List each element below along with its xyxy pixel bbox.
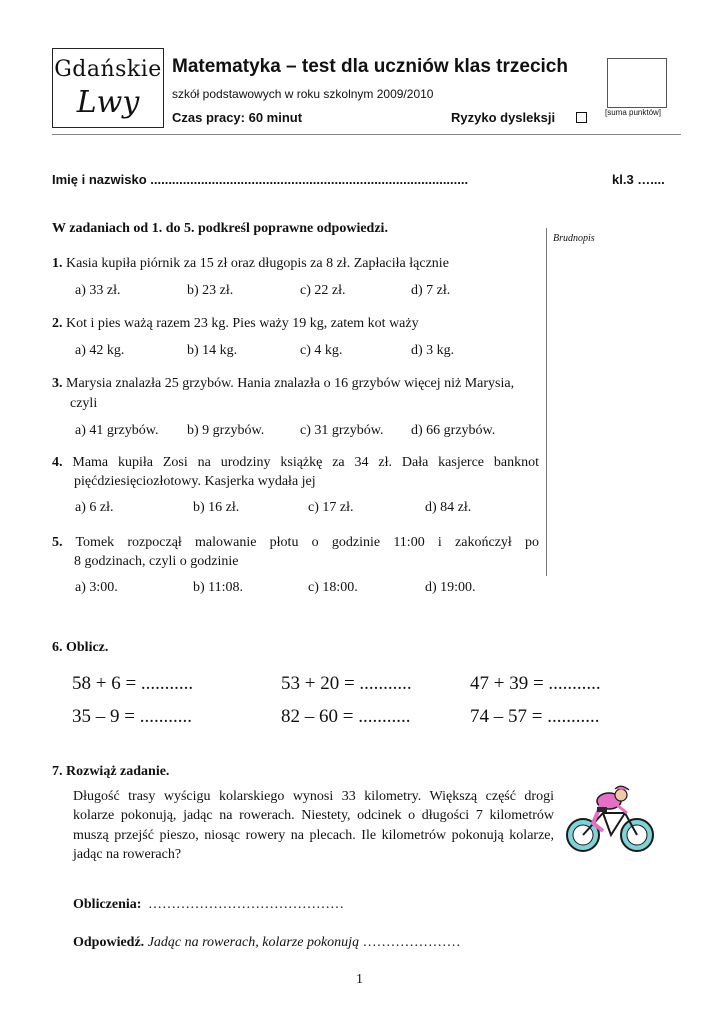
calc-6[interactable]: 74 – 57 = ........... xyxy=(470,706,600,727)
task-4-option-a[interactable]: a) 6 zł. xyxy=(75,500,114,515)
calculations-label: Obliczenia: xyxy=(73,897,142,912)
task-text: Marysia znalazła 25 grzybów. Hania znalazła o 16 grzybów więcej niż Marysia, xyxy=(66,376,515,391)
logo-text-top: Gdańskie xyxy=(54,57,162,82)
task-text: Tomek rozpoczął malowanie płotu o godzinie 11:00 i zakończył po xyxy=(75,535,540,550)
task-number: 3. xyxy=(52,376,63,391)
calc-5[interactable]: 82 – 60 = ........... xyxy=(281,706,411,727)
task-4-option-d[interactable]: d) 84 zł. xyxy=(425,500,472,515)
page-subtitle: szkół podstawowych w roku szkolnym 2009/2010 xyxy=(172,87,434,101)
cyclist-illustration xyxy=(563,783,659,859)
task-5-text-cont: 8 godzinach, czyli o godzinie xyxy=(74,554,239,569)
task-number: 5. xyxy=(52,535,63,550)
task-1-option-a[interactable]: a) 33 zł. xyxy=(75,283,121,298)
task-text: Kot i pies ważą razem 23 kg. Pies waży 19 kg, zatem kot waży xyxy=(66,316,419,331)
section1-instruction: W zadaniach od 1. do 5. podkreśl poprawne odpowiedzi. xyxy=(52,221,388,236)
draft-label: Brudnopis xyxy=(553,233,595,244)
score-caption: [suma punktów] xyxy=(605,108,662,117)
answer-text: Jadąc na rowerach, kolarze pokonują xyxy=(147,935,360,950)
calculations-field[interactable]: …………………………………… xyxy=(148,897,344,912)
answer-label: Odpowiedź. xyxy=(73,935,145,950)
task-1 xyxy=(52,256,449,272)
calc-3[interactable]: 47 + 39 = ........... xyxy=(470,673,601,694)
task-1-option-c[interactable]: c) 22 zł. xyxy=(300,283,346,298)
task-2-option-b[interactable]: b) 14 kg. xyxy=(187,343,238,358)
time-limit: Czas pracy: 60 minut xyxy=(172,110,303,125)
logo xyxy=(52,48,164,128)
task-3-option-c[interactable]: c) 31 grzybów. xyxy=(300,423,384,438)
task-1-option-d[interactable]: d) 7 zł. xyxy=(411,283,451,298)
task-text: Mama kupiła Zosi na urodziny książkę za 34 zł. Dała kasjerce banknot xyxy=(72,455,539,470)
task-2-option-c[interactable]: c) 4 kg. xyxy=(300,343,343,358)
task-1-option-b[interactable]: b) 23 zł. xyxy=(187,283,234,298)
problem-text-line: jadąc na rowerach? xyxy=(73,847,182,862)
answer-field[interactable]: ………………… xyxy=(362,935,461,950)
task-2-option-a[interactable]: a) 42 kg. xyxy=(75,343,125,358)
task-3-option-a[interactable]: a) 41 grzybów. xyxy=(75,423,159,438)
task-number: 2. xyxy=(52,316,63,331)
task-2-option-d[interactable]: d) 3 kg. xyxy=(411,343,455,358)
task-3-option-b[interactable]: b) 9 grzybów. xyxy=(187,423,265,438)
task-number: 4. xyxy=(52,455,63,470)
section6-heading: 6. Oblicz. xyxy=(52,640,109,655)
answer-line xyxy=(73,935,461,951)
task-3-text-cont: czyli xyxy=(70,396,98,411)
problem-text-line: muszą przejść pieszo, niosąc rowery na plecach. Ile kilometrów pokonują kolarze, xyxy=(73,828,554,843)
task-5-option-c[interactable]: c) 18:00. xyxy=(308,580,358,595)
dyslexia-checkbox[interactable] xyxy=(576,112,587,123)
calc-4[interactable]: 35 – 9 = ........... xyxy=(72,706,192,727)
task-2 xyxy=(52,316,419,332)
page-title: Matematyka – test dla uczniów klas trzecich xyxy=(172,56,568,77)
task-5-option-d[interactable]: d) 19:00. xyxy=(425,580,476,595)
student-name-field[interactable]: Imię i nazwisko ........................................................................................ xyxy=(52,172,469,187)
task-4-option-b[interactable]: b) 16 zł. xyxy=(193,500,240,515)
draft-divider xyxy=(546,228,547,576)
task-4 xyxy=(52,455,539,471)
problem-text-line: kolarze pokonują, jadąc na rowerach. Niestety, odcinek o długości 7 kilometrów xyxy=(73,808,554,823)
student-class-field[interactable]: kl.3 ….... xyxy=(612,172,665,187)
task-5 xyxy=(52,535,539,551)
calc-2[interactable]: 53 + 20 = ........... xyxy=(281,673,412,694)
problem-text-line: Długość trasy wyścigu kolarskiego wynosi 33 kilometry. Większą część drogi xyxy=(73,789,554,804)
task-number: 1. xyxy=(52,256,63,271)
task-4-text-cont: pięćdziesięciozłotowy. Kasjerka wydała jej xyxy=(74,474,316,489)
score-box[interactable] xyxy=(607,58,667,108)
dyslexia-label: Ryzyko dysleksji xyxy=(451,110,556,125)
task-5-option-b[interactable]: b) 11:08. xyxy=(193,580,244,595)
section7-heading: 7. Rozwiąż zadanie. xyxy=(52,764,170,779)
header-divider xyxy=(52,134,681,135)
task-3-option-d[interactable]: d) 66 grzybów. xyxy=(411,423,496,438)
task-3 xyxy=(52,376,514,392)
calc-1[interactable]: 58 + 6 = ........... xyxy=(72,673,194,694)
logo-text-bottom: Lwy xyxy=(76,85,140,120)
page-number: 1 xyxy=(356,972,363,987)
task-4-option-c[interactable]: c) 17 zł. xyxy=(308,500,354,515)
task-5-option-a[interactable]: a) 3:00. xyxy=(75,580,118,595)
task-text: Kasia kupiła piórnik za 15 zł oraz długopis za 8 zł. Zapłaciła łącznie xyxy=(66,256,449,271)
